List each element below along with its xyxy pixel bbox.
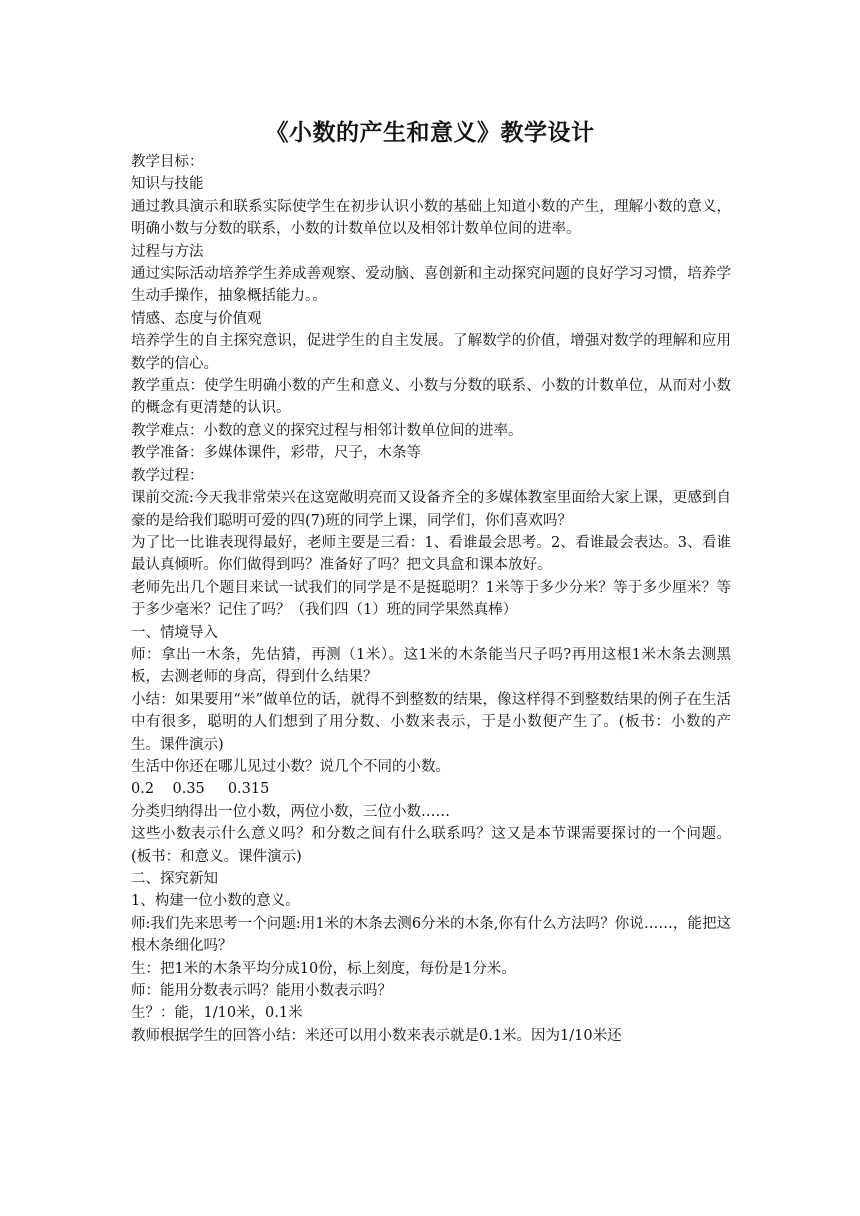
- paragraph: 这些小数表示什么意义吗？和分数之间有什么联系吗？这又是本节课需要探讨的一个问题。(板书：和意义。课件演示): [131, 826, 731, 865]
- decimal-examples: 0.2 0.35 0.315: [131, 781, 270, 798]
- paragraph: 分类归纳得出一位小数，两位小数，三位小数……: [131, 803, 450, 820]
- paragraph: 教学准备：多媒体课件，彩带，尺子，木条等: [131, 445, 421, 462]
- paragraph: 小结：如果要用“米”做单位的话，就得不到整数的结果，像这样得不到整数结果的例子在生活中有很多，聪明的人们想到了用分数、小数来表示，于是小数便产生了。(板书：小数的产生。课件演示): [131, 691, 731, 753]
- paragraph: 教学重点：使学生明确小数的产生和意义、小数与分数的联系、小数的计数单位，从而对小数的概念有更清楚的认识。: [131, 378, 731, 417]
- paragraph: 师：能用分数表示吗？能用小数表示吗？: [131, 983, 392, 1000]
- paragraph: 师:我们先来思考一个问题:用1米的木条去测6分米的木条,你有什么方法吗？你说……，能把这根木条细化吗？: [131, 915, 731, 955]
- paragraph: 生：把1米的木条平均分成10份，标上刻度，每份是1分米。: [131, 960, 516, 977]
- paragraph: 为了比一比谁表现得最好，老师主要是三看：1、看谁最会思考。2、看谁最会表达。3、看谁最认真倾听。你们做得到吗？准备好了吗？把文具盒和课本放好。: [131, 534, 731, 574]
- document-body: [131, 151, 731, 1047]
- paragraph: 1、构建一位小数的意义。: [131, 893, 300, 910]
- paragraph: 生？：能，1/10米，0.1米: [131, 1005, 303, 1022]
- paragraph: 过程与方法: [131, 243, 204, 260]
- paragraph: 通过教具演示和联系实际使学生在初步认识小数的基础上知道小数的产生，理解小数的意义，明确小数与分数的联系，小数的计数单位以及相邻计数单位间的进率。: [131, 198, 731, 238]
- paragraph: 知识与技能: [131, 176, 204, 193]
- paragraph: 教师根据学生的回答小结：米还可以用小数来表示就是0.1米。因为1/10米还: [131, 1027, 622, 1044]
- paragraph: 师：拿出一木条，先估猜，再测（1米）。这1米的木条能当尺子吗?再用这根1米木条去测黑板，去测老师的身高，得到什么结果？: [131, 646, 731, 686]
- paragraph: 通过实际活动培养学生养成善观察、爱动脑、喜创新和主动探究问题的良好学习习惯，培养学生动手操作，抽象概括能力。。: [131, 266, 731, 305]
- paragraph: 教学过程：: [131, 467, 204, 484]
- paragraph: 培养学生的自主探究意识，促进学生的自主发展。了解数学的价值，增强对数学的理解和应用数学的信心。: [131, 333, 731, 372]
- section-heading: 二、探究新知: [131, 871, 218, 887]
- paragraph: 教学难点：小数的意义的探究过程与相邻计数单位间的进率。: [131, 422, 523, 439]
- paragraph: 情感、态度与价值观: [131, 310, 262, 327]
- paragraph: 课前交流:今天我非常荣兴在这宽敞明亮而又设备齐全的多媒体教室里面给大家上课，更感到自豪的是给我们聪明可爱的四(7)班的同学上课，同学们，你们喜欢吗？: [131, 490, 731, 529]
- paragraph: 教学目标：: [131, 154, 204, 170]
- document-title: 《小数的产生和意义》教学设计: [265, 119, 595, 146]
- paragraph: 生活中你还在哪儿见过小数？说几个不同的小数。: [131, 758, 450, 775]
- paragraph: 老师先出几个题目来试一试我们的同学是不是挺聪明？1米等于多少分米？等于多少厘米？等于多少毫米？记住了吗？（我们四（1）班的同学果然真棒）: [131, 579, 731, 619]
- section-heading: 一、情境导入: [131, 624, 218, 641]
